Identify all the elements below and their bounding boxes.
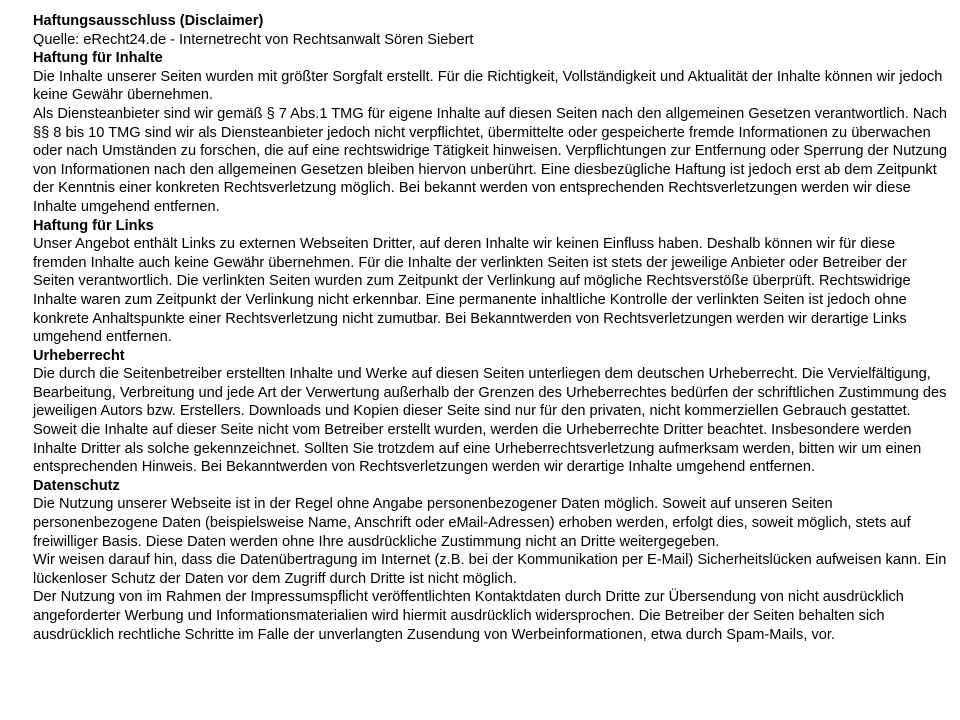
section-urheberrecht xyxy=(33,347,948,477)
section-paragraph: Die Nutzung unserer Webseite ist in der Regel ohne Angabe personenbezogener Daten möglich. Soweit auf unseren Seiten personenbezogene Daten (beispielsweise Name, Anschrift oder eMail-Adressen) erhoben werden, erfolgt dies, soweit möglich, stets auf freiwilliger Basis. Diese Daten werden ohne Ihre ausdrückliche Zustimmung nicht an Dritte weitergegeben. xyxy=(33,496,911,550)
document-source: Quelle: eRecht24.de - Internetrecht von Rechtsanwalt Sören Siebert xyxy=(33,31,474,48)
document-title: Haftungsausschluss (Disclaimer) xyxy=(33,13,264,29)
section-heading: Haftung für Inhalte xyxy=(33,50,163,67)
section-haftung-links xyxy=(33,217,948,347)
disclaimer-document xyxy=(33,12,948,644)
section-paragraph: Wir weisen darauf hin, dass die Datenübertragung im Internet (z.B. bei der Kommunikation per E-Mail) Sicherheitslücken aufweisen kann. Ein lückenloser Schutz der Daten vor dem Zugriff durch Dritte ist nicht möglich. xyxy=(33,552,947,587)
section-paragraph: Die durch die Seitenbetreiber erstellten Inhalte und Werke auf diesen Seiten unterliegen dem deutschen Urheberrecht. Die Vervielfältigung, Bearbeitung, Verbreitung und jede Art der Verwertung außerhalb der Grenzen des Urheberrechtes bedürfen der schriftlichen Zustimmung des jeweiligen Autors bzw. Erstellers. Downloads und Kopien dieser Seite sind nur für den privaten, nicht kommerziellen Gebrauch gestattet. Soweit die Inhalte auf dieser Seite nicht vom Betreiber erstellt wurden, werden die Urheberrechte Dritter beachtet. Insbesondere werden Inhalte Dritter als solche gekennzeichnet. Sollten Sie trotzdem auf eine Urheberrechtsverletzung aufmerksam werden, bitten wir um einen entsprechenden Hinweis. Bei Bekanntwerden von Rechtsverletzungen werden wir derartige Inhalte umgehend entfernen. xyxy=(33,366,947,476)
section-paragraph: Der Nutzung von im Rahmen der Impressumspflicht veröffentlichten Kontaktdaten durch Dritte zur Übersendung von nicht ausdrücklich angeforderter Werbung und Informationsmaterialien wird hiermit ausdrücklich widersprochen. Die Betreiber der Seiten behalten sich ausdrücklich rechtliche Schritte im Falle der unverlangten Zusendung von Werbeinformationen, etwa durch Spam-Mails, vor. xyxy=(33,589,904,643)
section-heading: Haftung für Links xyxy=(33,217,154,234)
section-paragraph: Unser Angebot enthält Links zu externen Webseiten Dritter, auf deren Inhalte wir keinen Einfluss haben. Deshalb können wir für diese fremden Inhalte auch keine Gewähr übernehmen. Für die Inhalte der verlinkten Seiten ist stets der jeweilige Anbieter oder Betreiber der Seiten verantwortlich. Die verlinkten Seiten wurden zum Zeitpunkt der Verlinkung auf mögliche Rechtsverstöße überprüft. Rechtswidrige Inhalte waren zum Zeitpunkt der Verlinkung nicht erkennbar. Eine permanente inhaltliche Kontrolle der verlinkten Seiten ist jedoch ohne konkrete Anhaltspunkte einer Rechtsverletzung nicht zumutbar. Bei Bekanntwerden von Rechtsverletzungen werden wir derartige Links umgehend entfernen. xyxy=(33,236,911,346)
section-heading: Urheberrecht xyxy=(33,347,125,364)
section-paragraph: Die Inhalte unserer Seiten wurden mit größter Sorgfalt erstellt. Für die Richtigkeit, Vollständigkeit und Aktualität der Inhalte können wir jedoch keine Gewähr übernehmen. xyxy=(33,68,943,104)
section-heading: Datenschutz xyxy=(33,477,120,494)
section-paragraph: Als Diensteanbieter sind wir gemäß § 7 Abs.1 TMG für eigene Inhalte auf diesen Seiten nach den allgemeinen Gesetzen verantwortlich. Nach §§ 8 bis 10 TMG sind wir als Diensteanbieter jedoch nicht verpflichtet, übermittelte oder gespeicherte fremde Informationen zu überwachen oder nach Umständen zu forschen, die auf eine rechtswidrige Tätigkeit hinweisen. Verpflichtungen zur Entfernung oder Sperrung der Nutzung von Informationen nach den allgemeinen Gesetzen bleiben hiervon unberührt. Eine diesbezügliche Haftung ist jedoch erst ab dem Zeitpunkt der Kenntnis einer konkreten Rechtsverletzung möglich. Bei bekannt werden von entsprechenden Rechtsverletzungen werden wir diese Inhalte umgehend entfernen. xyxy=(33,105,948,215)
section-haftung-inhalte xyxy=(33,49,948,216)
section-datenschutz xyxy=(33,477,948,644)
